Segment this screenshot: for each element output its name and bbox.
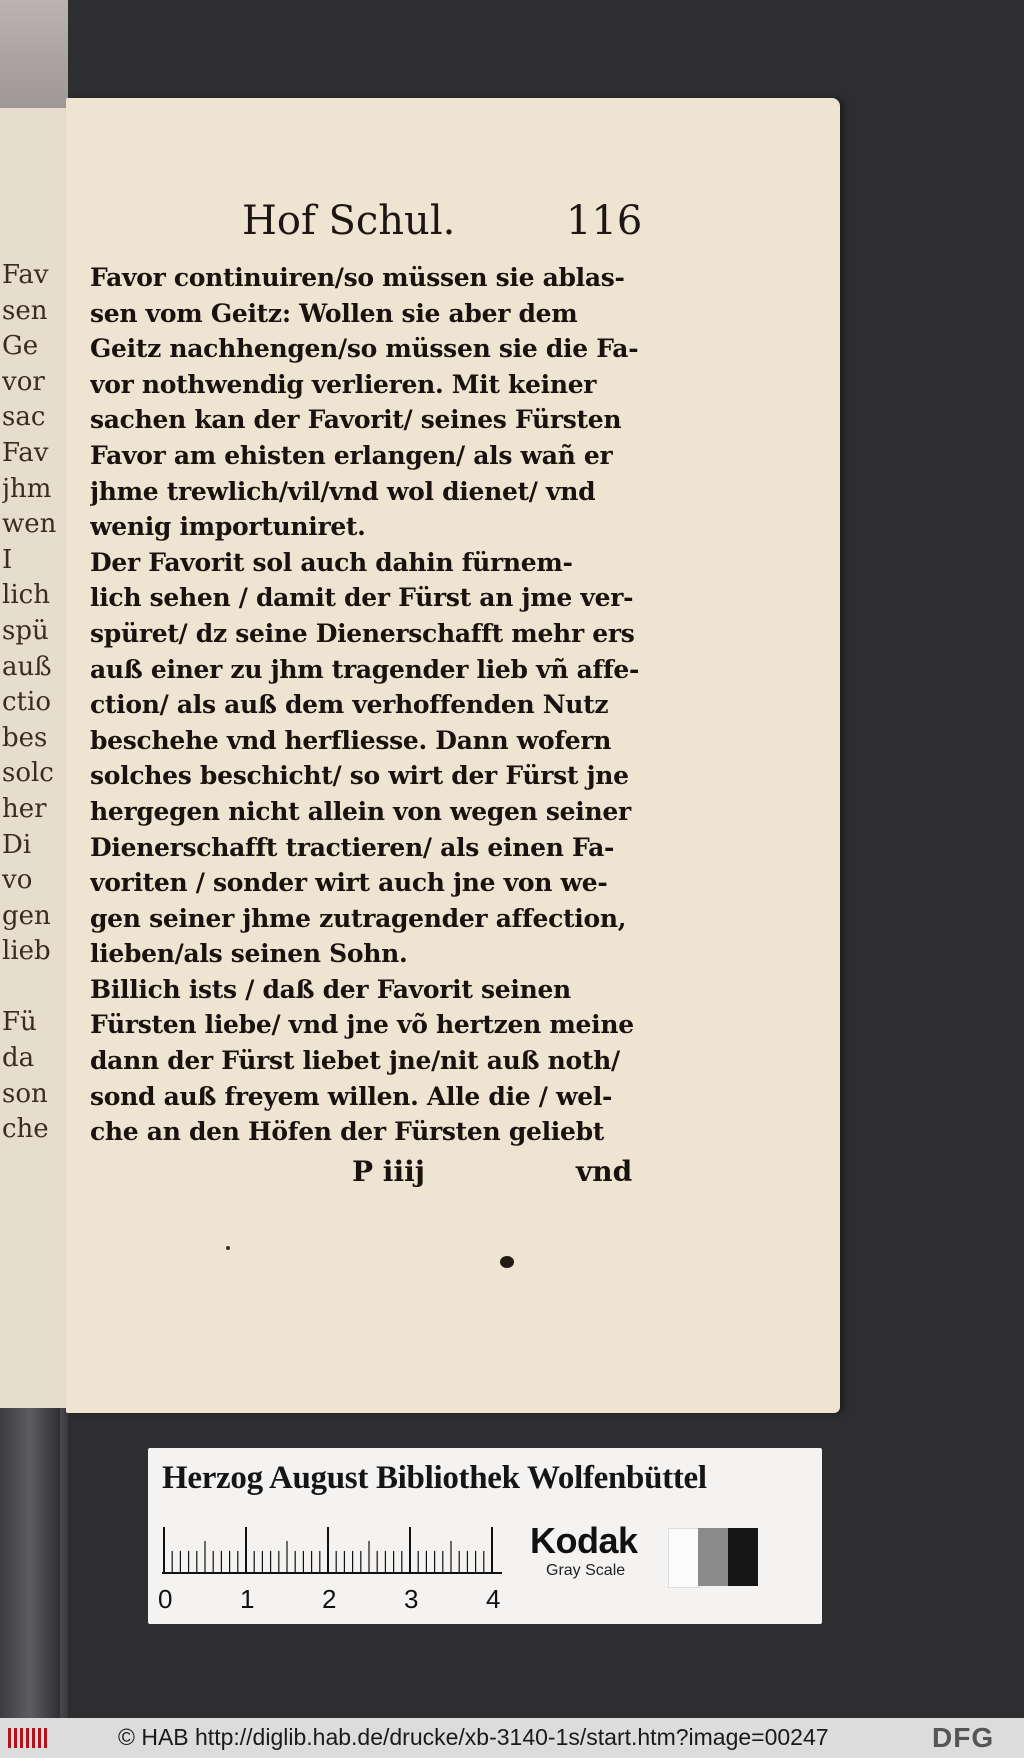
body-text xyxy=(90,260,718,1150)
text-line: lich sehen / damit der Fürst an jme ver- xyxy=(90,583,634,613)
glass-plate-bottom xyxy=(0,1400,60,1718)
facing-line: son xyxy=(2,1078,48,1109)
ruler-number: 4 xyxy=(486,1584,501,1614)
text-line: spüret/ dz seine Dienerschafft mehr ers xyxy=(90,618,635,648)
text-line: Favor continuiren/so müssen sie ablas- xyxy=(90,263,625,292)
ruler-number: 0 xyxy=(158,1584,173,1614)
ruler-number: 2 xyxy=(322,1584,337,1614)
text-line: beschehe vnd herfliesse. Dann wofern xyxy=(90,725,612,755)
ink-blot xyxy=(500,1256,514,1268)
text-line: lieben/als seinen Sohn. xyxy=(90,939,408,969)
glass-plate-top xyxy=(0,0,68,110)
facing-line: ctio xyxy=(2,687,51,718)
facing-line: Di xyxy=(2,829,32,860)
text-line: ction/ als auß dem verhoffenden Nutz xyxy=(90,690,609,720)
text-line: wenig importuniret. xyxy=(90,512,366,542)
facing-line: sac xyxy=(2,402,46,433)
text-line: gen seiner jhme zutragender affection, xyxy=(90,903,627,933)
text-line: che an den Höfen der Fürsten geliebt xyxy=(90,1117,605,1147)
text-line: sond auß freyem willen. Alle die / wel- xyxy=(90,1081,613,1111)
facing-line: wen xyxy=(2,509,57,540)
black-patch xyxy=(728,1528,758,1586)
text-line: vor nothwendig verlieren. Mit keiner xyxy=(90,369,597,399)
text-line: auß einer zu jhm tragender lieb vñ affe- xyxy=(90,654,640,684)
folio-number: 116 xyxy=(566,198,643,244)
hab-logo-icon xyxy=(8,1726,48,1750)
text-line: sachen kan der Favorit/ seines Fürsten xyxy=(90,405,622,435)
ruler-icon xyxy=(162,1526,502,1574)
catchword: vnd xyxy=(576,1155,633,1188)
facing-page-text xyxy=(2,258,62,1148)
footer-source-link[interactable]: © HAB http://diglib.hab.de/drucke/xb-3140-1s/start.htm?image=00247 xyxy=(118,1724,829,1750)
text-line: Favor am ehisten erlangen/ als wañ er xyxy=(90,440,613,470)
text-line: jhme trewlich/vil/vnd wol dienet/ vnd xyxy=(90,476,596,506)
facing-line: jhm xyxy=(2,473,52,504)
facing-line: lieb xyxy=(2,936,51,967)
text-line: sen vom Geitz: Wollen sie aber dem xyxy=(90,298,578,328)
book-page xyxy=(66,98,840,1413)
text-line: Geitz nachhengen/so müssen sie die Fa- xyxy=(90,334,639,364)
facing-line: bes xyxy=(2,722,48,753)
footer-bar xyxy=(0,1718,1024,1758)
facing-line: Fav xyxy=(2,437,49,468)
text-line: Der Favorit sol auch dahin fürnem- xyxy=(90,547,573,577)
facing-line: da xyxy=(2,1043,35,1074)
facing-line: vo xyxy=(2,865,33,896)
ink-speck xyxy=(226,1246,230,1250)
gray-scale-label: Gray Scale xyxy=(546,1562,626,1579)
ruler-number: 1 xyxy=(240,1584,255,1614)
gray-patch xyxy=(698,1528,728,1586)
gray-scale-target xyxy=(148,1448,822,1624)
facing-line: her xyxy=(2,793,47,824)
text-line: solches beschicht/ so wirt der Fürst jne xyxy=(90,761,629,791)
facing-line xyxy=(2,970,62,1006)
facing-line: lich xyxy=(2,580,50,611)
text-line: voriten / sonder wirt auch jne von we- xyxy=(90,868,608,898)
text-line: Fürsten liebe/ vnd jne võ hertzen meine xyxy=(90,1010,634,1040)
white-patch xyxy=(668,1528,700,1588)
text-line: Dienerschafft tractieren/ als einen Fa- xyxy=(90,832,615,862)
signature-mark: P iiij xyxy=(352,1155,425,1188)
facing-page xyxy=(0,108,68,1408)
kodak-brand: Kodak xyxy=(530,1520,638,1561)
facing-line: I xyxy=(2,544,13,575)
facing-line: Ge xyxy=(2,331,39,362)
facing-line: gen xyxy=(2,900,51,931)
facing-line: Fav xyxy=(2,260,49,290)
facing-line: vor xyxy=(2,366,45,397)
ruler-number: 3 xyxy=(404,1584,419,1614)
facing-line: Fü xyxy=(2,1007,37,1038)
facing-line: auß xyxy=(2,651,52,682)
facing-line: solc xyxy=(2,758,54,789)
facing-line: spü xyxy=(2,615,49,646)
dfg-logo: DFG xyxy=(932,1722,995,1753)
text-line: dann der Fürst liebet jne/nit auß noth/ xyxy=(90,1046,620,1076)
library-name: Herzog August Bibliothek Wolfenbüttel xyxy=(162,1460,707,1496)
text-line: hergegen nicht allein von wegen seiner xyxy=(90,796,631,826)
running-head: Hof Schul. xyxy=(242,198,456,244)
facing-line: che xyxy=(2,1114,49,1145)
facing-line: sen xyxy=(2,295,48,326)
text-line: Billich ists / daß der Favorit seinen xyxy=(90,974,571,1004)
